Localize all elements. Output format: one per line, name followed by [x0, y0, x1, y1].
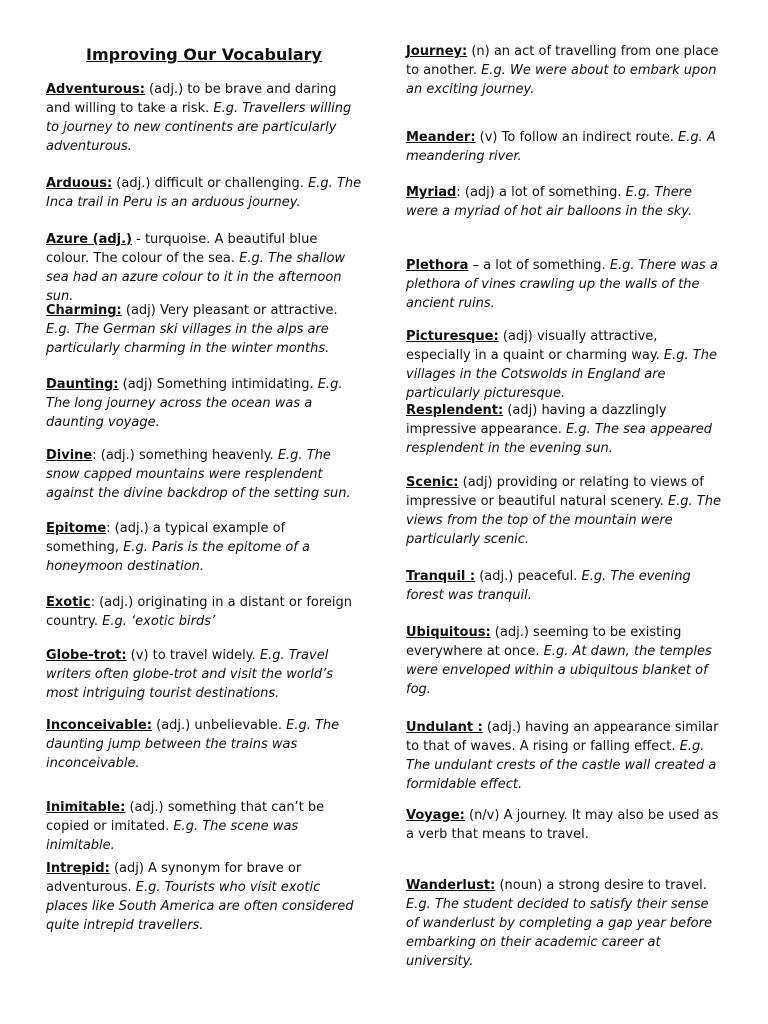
vocab-entry: [406, 256, 722, 313]
example-text: The German ski villages in the alps are particularly charming in the winter months.: [46, 322, 330, 356]
vocab-term: Picturesque:: [406, 329, 499, 344]
definition-text: a strong desire to travel.: [542, 878, 707, 893]
example-marker: E.g.: [173, 819, 199, 834]
definition-text: – a lot of something.: [468, 258, 610, 273]
part-of-speech: (n/v): [464, 808, 500, 823]
example-text: The views from the top of the mountain were particularly scenic.: [406, 494, 721, 547]
example-marker: E.g.: [565, 422, 591, 437]
vocab-entry: [46, 646, 362, 703]
vocab-entry: [406, 567, 722, 605]
vocab-entry: [46, 375, 362, 432]
part-of-speech: (noun): [495, 878, 543, 893]
vocab-entry: [46, 174, 362, 212]
example-marker: E.g.: [581, 569, 607, 584]
vocab-entry: [406, 623, 722, 699]
vocab-term: Inimitable:: [46, 800, 126, 815]
vocab-entry: [406, 876, 722, 971]
vocab-entry: [406, 718, 722, 794]
part-of-speech: (v): [126, 648, 149, 663]
definition-text: visually attractive, especially in a quaint or charming way.: [406, 329, 664, 363]
vocab-term: Daunting:: [46, 377, 119, 392]
vocab-entry: [46, 80, 362, 156]
part-of-speech: (adj.): [490, 625, 529, 640]
vocab-term: Arduous:: [46, 176, 113, 191]
vocab-term: Azure (adj.): [46, 232, 132, 247]
vocab-term: Journey:: [406, 44, 468, 59]
example-marker: E.g.: [102, 614, 127, 629]
part-of-speech: (adj): [118, 377, 153, 392]
example-text: The evening forest was tranquil.: [406, 569, 691, 603]
vocab-term: Epitome: [46, 521, 107, 536]
example-text: The long journey across the ocean was a daunting voyage.: [46, 396, 313, 430]
example-text: ‘exotic birds’: [126, 614, 216, 629]
vocab-term: Myriad: [406, 185, 457, 200]
example-marker: E.g.: [259, 648, 285, 663]
example-marker: E.g.: [277, 448, 303, 463]
example-text: The villages in the Cotswolds in England are particularly picturesque.: [406, 348, 717, 401]
definition-text: something that can’t be copied or imitated.: [46, 800, 325, 834]
vocab-entry: [46, 859, 362, 935]
definition-text: Very pleasant or attractive.: [155, 303, 338, 318]
example-marker: E.g.: [286, 718, 311, 733]
example-text: There were a myriad of hot air balloons in the sky.: [406, 185, 693, 219]
vocab-entry: [46, 301, 362, 358]
part-of-speech: (adj.): [144, 82, 184, 97]
example-text: At dawn, the temples were enveloped within a ubiquitous blanket of fog.: [406, 644, 712, 697]
vocab-entry: [46, 593, 362, 631]
vocab-term: Exotic: [46, 595, 91, 610]
example-text: The sea appeared resplendent in the evening sun.: [406, 422, 713, 456]
example-marker: E.g.: [317, 377, 343, 392]
definition-text: having a dazzlingly impressive appearance.: [406, 403, 667, 437]
definition-text: having an appearance similar to that of waves. A rising or falling effect.: [406, 720, 719, 754]
vocab-entry: [46, 798, 362, 855]
vocab-term: Inconceivable:: [46, 718, 152, 733]
example-marker: E.g.: [213, 101, 239, 116]
example-text: Travel writers often globe-trot and visit the world’s most intriguing tourist destinations.: [46, 648, 333, 701]
example-text: The snow capped mountains were resplendent against the divine backdrop of the setting sun.: [46, 448, 351, 501]
example-marker: E.g.: [678, 130, 703, 145]
vocab-term: Divine: [46, 448, 93, 463]
vocab-entry: [406, 42, 722, 99]
part-of-speech: (v): [475, 130, 498, 145]
part-of-speech: : (adj.): [92, 448, 135, 463]
example-marker: E.g.: [663, 348, 689, 363]
definition-text: Something intimidating.: [152, 377, 318, 392]
example-text: We were about to embark upon an exciting journey.: [406, 63, 717, 97]
definition-text: A journey. It may also be used as a verb that means to travel.: [406, 808, 719, 842]
part-of-speech: : (adj.): [106, 521, 149, 536]
vocab-entry: [46, 716, 362, 773]
vocab-entry: [406, 327, 722, 403]
vocab-entry: [406, 401, 722, 458]
definition-text: A synonym for brave or adventurous.: [46, 861, 302, 895]
vocab-term: Voyage:: [406, 808, 465, 823]
part-of-speech: (adj): [121, 303, 156, 318]
vocab-entry: [406, 183, 722, 221]
vocab-entry: [46, 230, 362, 306]
vocab-term: Charming:: [46, 303, 122, 318]
example-marker: E.g.: [123, 540, 148, 555]
vocab-term: Scenic:: [406, 475, 459, 490]
vocab-entry: [406, 806, 722, 844]
example-marker: E.g.: [46, 322, 71, 337]
example-text: Tourists who visit exotic places like South America are often considered quite intrepid travellers.: [46, 880, 354, 933]
vocab-term: Plethora: [406, 258, 469, 273]
part-of-speech: (adj): [458, 475, 493, 490]
example-marker: E.g.: [308, 176, 333, 191]
example-text: There was a plethora of vines crawling up the walls of the ancient ruins.: [406, 258, 718, 311]
definition-text: difficult or challenging.: [150, 176, 309, 191]
vocab-entry: [406, 128, 722, 166]
part-of-speech: (adj.): [112, 176, 151, 191]
part-of-speech: : (adj): [456, 185, 495, 200]
page-title: Improving Our Vocabulary: [86, 45, 322, 64]
vocab-term: Resplendent:: [406, 403, 504, 418]
definition-text: seeming to be existing everywhere at once.: [406, 625, 682, 659]
part-of-speech: (adj): [503, 403, 538, 418]
vocab-entry: [406, 473, 722, 549]
example-text: The daunting jump between the trains was inconceivable.: [46, 718, 340, 771]
example-marker: E.g.: [609, 258, 635, 273]
example-text: The scene was inimitable.: [46, 819, 299, 853]
vocab-term: Globe-trot:: [46, 648, 127, 663]
definition-text: to travel widely.: [148, 648, 260, 663]
example-marker: E.g.: [679, 739, 705, 754]
part-of-speech: (adj): [109, 861, 144, 876]
definition-text: originating in a distant or foreign country.: [46, 595, 353, 629]
vocab-term: Tranquil :: [406, 569, 476, 584]
definition-text: - turquoise. A beautiful blue colour. The colour of the sea.: [46, 232, 318, 266]
example-text: The Inca trail in Peru is an arduous journey.: [46, 176, 362, 210]
definition-text: To follow an indirect route.: [497, 130, 679, 145]
vocab-term: Ubiquitous:: [406, 625, 491, 640]
example-marker: E.g.: [543, 644, 569, 659]
part-of-speech: : (adj.): [90, 595, 134, 610]
example-text: A meandering river.: [406, 130, 716, 164]
definition-text: peaceful.: [513, 569, 582, 584]
definition-text: a typical example of something,: [46, 521, 286, 555]
definition-text: something heavenly.: [134, 448, 278, 463]
vocab-term: Adventurous:: [46, 82, 145, 97]
example-marker: E.g.: [406, 897, 431, 912]
example-marker: E.g.: [239, 251, 264, 266]
part-of-speech: (adj.): [475, 569, 514, 584]
definition-text: providing or relating to views of impressive or beautiful natural scenery.: [406, 475, 704, 509]
example-marker: E.g.: [135, 880, 161, 895]
part-of-speech: (adj.): [125, 800, 164, 815]
example-text: The shallow sea had an azure colour to it in the afternoon sun.: [46, 251, 346, 304]
example-marker: E.g.: [667, 494, 693, 509]
example-marker: E.g.: [481, 63, 506, 78]
vocab-term: Intrepid:: [46, 861, 110, 876]
vocab-entry: [46, 519, 362, 576]
example-text: Paris is the epitome of a honeymoon destination.: [46, 540, 310, 574]
example-text: The student decided to satisfy their sense of wanderlust by completing a gap year before embarking on their academic career at university.: [406, 897, 712, 969]
part-of-speech: (adj): [498, 329, 533, 344]
vocab-entry: [46, 446, 362, 503]
example-text: The undulant crests of the castle wall created a formidable effect.: [406, 758, 717, 792]
vocab-term: Undulant :: [406, 720, 483, 735]
definition-text: unbelievable.: [190, 718, 287, 733]
vocab-term: Meander:: [406, 130, 476, 145]
example-marker: E.g.: [625, 185, 651, 200]
definition-text: an act of travelling from one place to another.: [406, 44, 719, 78]
definition-text: to be brave and daring and willing to take a risk.: [46, 82, 337, 116]
vocab-term: Wanderlust:: [406, 878, 496, 893]
part-of-speech: (n): [467, 44, 490, 59]
part-of-speech: (adj.): [482, 720, 522, 735]
part-of-speech: (adj.): [152, 718, 191, 733]
example-text: Travellers willing to journey to new continents are particularly adventurous.: [46, 101, 352, 154]
definition-text: a lot of something.: [494, 185, 626, 200]
